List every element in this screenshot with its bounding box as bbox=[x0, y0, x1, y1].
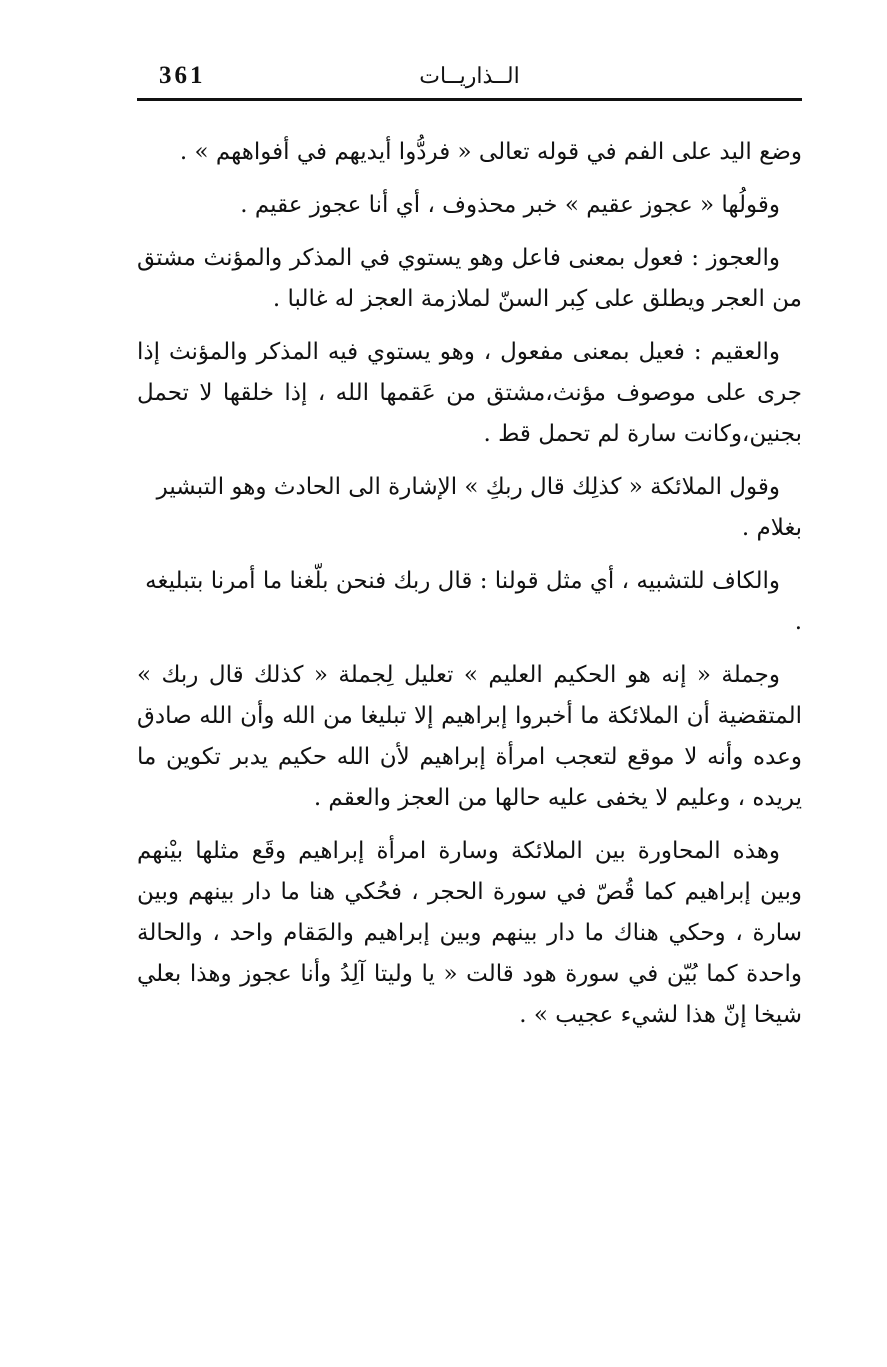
page-number: 361 bbox=[159, 62, 206, 89]
body-text bbox=[137, 132, 802, 1048]
page-header bbox=[137, 52, 802, 101]
running-title: الــذاريــات bbox=[419, 64, 520, 89]
paragraph: وقول الملائكة « كذلِك قال ربكِ » الإشارة الى الحادث وهو التبشير بغلام . bbox=[156, 474, 802, 541]
paragraph: وهذه المحاورة بين الملائكة وسارة امرأة إبراهيم وقَع مثلها بيْنهم وبين إبراهيم كما قُصّ في سورة الحجر ، فحُكي هنا ما دار بينهم وبين سارة ، وحكي هناك ما دار بينهم وبين إبراهيم والمَقام واحد ، والحالة واحدة كما بُيّن في سورة هود قالت « يا وليتا آلِدُ وأنا عجوز وهذا بعلي شيخا إنّ هذا لشيء عجيب » . bbox=[137, 838, 802, 1028]
paragraph: وجملة « إنه هو الحكيم العليم » تعليل لِجملة « كذلك قال ربك » المتقضية أن الملائكة ما أخبروا إبراهيم إلا تبليغا من الله وأن الله صادق وعده وأنه لا موقع لتعجب امرأة إبراهيم لأن الله حكيم يدبر تكوين ما يريده ، وعليم لا يخفى عليه حالها من العجز والعقم . bbox=[137, 662, 802, 811]
paragraph: وضع اليد على الفم في قوله تعالى « فردُّوا أيديهم في أفواههم » . bbox=[179, 139, 802, 165]
paragraph: والعجوز : فعول بمعنى فاعل وهو يستوي في المذكر والمؤنث مشتق من العجر ويطلق على كِبر السنّ لملازمة العجز له غالبا . bbox=[137, 245, 802, 312]
paragraph: والكاف للتشبيه ، أي مثل قولنا : قال ربك فنحن بلّغنا ما أمرنا بتبليغه . bbox=[145, 568, 802, 635]
paragraph: وقولُها « عجوز عقيم » خبر محذوف ، أي أنا عجوز عقيم . bbox=[240, 192, 780, 218]
paragraph: والعقيم : فعيل بمعنى مفعول ، وهو يستوي فيه المذكر والمؤنث إذا جرى على موصوف مؤنث،مشتق من عَقمها الله ، إذا خلقها لا تحمل بجنين،وكانت سارة لم تحمل قط . bbox=[137, 339, 802, 447]
